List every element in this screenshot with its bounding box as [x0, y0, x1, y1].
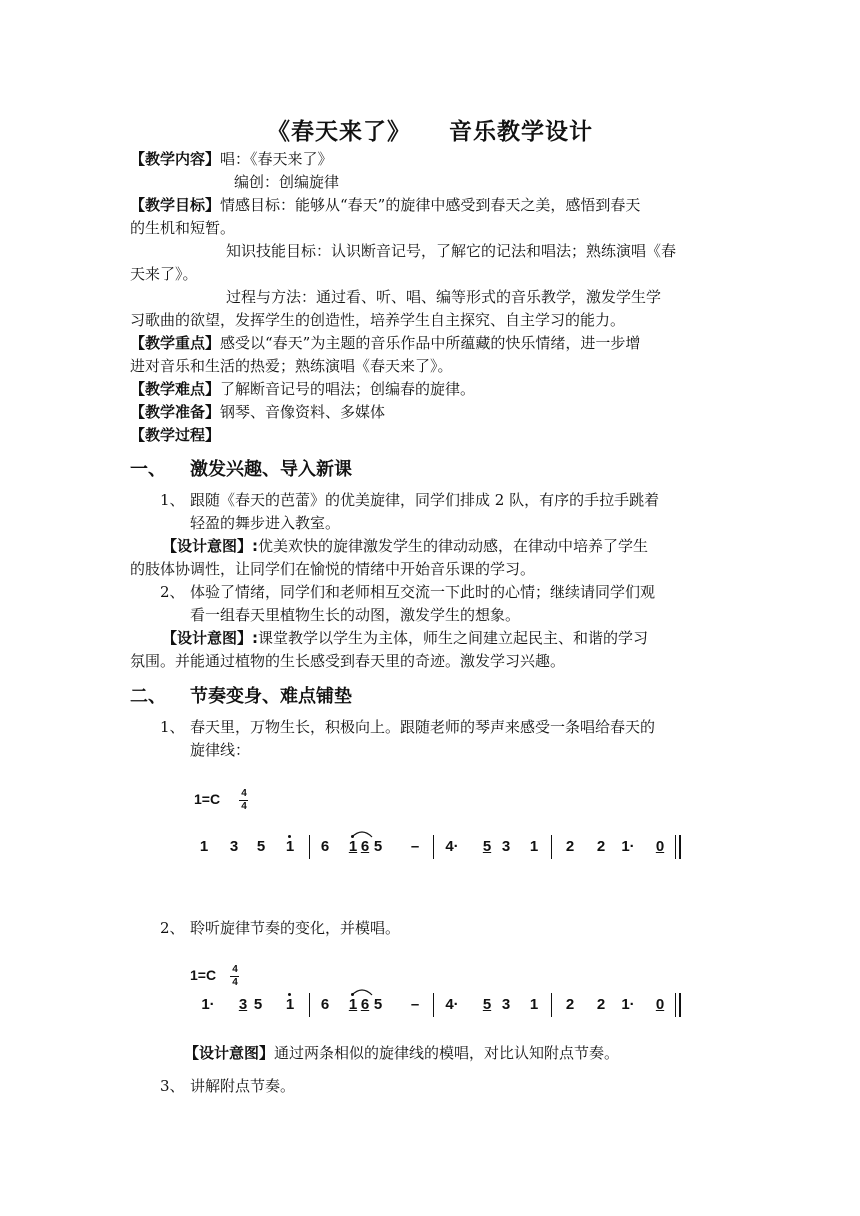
prep-row: 【教学准备】钢琴、音像资料、多媒体 — [130, 403, 386, 421]
note: 4· — [445, 996, 459, 1013]
note: 5 — [482, 838, 492, 855]
note: 6 — [360, 996, 370, 1013]
time-sig-bottom: 4 — [232, 977, 238, 988]
note: 1 — [285, 996, 295, 1013]
keypoint-text: 进对音乐和生活的热爱；熟练演唱《春天来了》。 — [130, 357, 453, 375]
bar-line-end — [679, 835, 681, 859]
note: 2 — [565, 996, 575, 1013]
score-key: 1=C — [190, 967, 217, 983]
note: 5 — [373, 996, 383, 1013]
note: – — [410, 996, 420, 1013]
design-intent-text: 的肢体协调性，让同学们在愉悦的情绪中开始音乐课的学习。 — [130, 560, 536, 578]
list-item: 1、 春天里，万物生长，积极向上。跟随老师的琴声来感受一条唱给春天的 — [160, 718, 656, 736]
note: 5 — [373, 838, 383, 855]
note: 2 — [565, 838, 575, 855]
section-heading: 二、 节奏变身、难点铺垫 — [130, 686, 352, 707]
design-intent-text: 氛围。并能通过植物的生长感受到春天里的奇迹。激发学习兴趣。 — [130, 652, 566, 670]
note: 2 — [596, 996, 606, 1013]
note: 1 — [348, 838, 358, 855]
design-intent: 【设计意图】:优美欢快的旋律激发学生的律动动感，在律动中培养了学生 — [162, 537, 649, 555]
list-item: 2、 聆听旋律节奏的变化，并模唱。 — [160, 919, 401, 937]
note: 5 — [482, 996, 492, 1013]
note: 5 — [256, 838, 266, 855]
list-item-text: 看一组春天里植物生长的动图，激发学生的想象。 — [190, 606, 521, 624]
difficulty-row: 【教学难点】了解断音记号的唱法；创编春的旋律。 — [130, 380, 476, 398]
section-heading: 一、 激发兴趣、导入新课 — [130, 459, 352, 480]
note: 1· — [621, 996, 635, 1013]
list-item-text: 旋律线： — [190, 741, 251, 759]
note: 4· — [445, 838, 459, 855]
note: 6 — [320, 838, 330, 855]
note: 3 — [501, 996, 511, 1013]
bar-line — [309, 993, 310, 1017]
note: 3 — [238, 996, 248, 1013]
bar-line — [433, 993, 434, 1017]
note: 1 — [285, 838, 295, 855]
list-item: 1、 跟随《春天的芭蕾》的优美旋律，同学们排成 2 队，有序的手拉手跳着 — [160, 491, 660, 509]
list-item-text: 轻盈的舞步进入教室。 — [190, 514, 341, 532]
keypoint-row: 【教学重点】感受以“春天”为主题的音乐作品中所蕴藏的快乐情绪，进一步增 — [130, 334, 641, 352]
score-key: 1=C — [194, 791, 221, 807]
goals-text: 的生机和短暂。 — [130, 219, 236, 237]
time-sig-top: 4 — [241, 788, 247, 799]
content-line2: 编创：创编旋律 — [234, 173, 340, 191]
high-dot — [288, 993, 291, 996]
list-item: 2、 体验了情绪，同学们和老师相互交流一下此时的心情；继续请同学们观 — [160, 583, 656, 601]
note: 1 — [529, 838, 539, 855]
note: 0 — [655, 996, 665, 1013]
bar-line — [675, 993, 676, 1017]
goals-row: 【教学目标】情感目标：能够从“春天”的旋律中感受到春天之美，感悟到春天 — [130, 196, 641, 214]
bar-line — [309, 835, 310, 859]
note: 1 — [199, 838, 209, 855]
time-sig-bottom: 4 — [241, 801, 247, 812]
note: 3 — [501, 838, 511, 855]
goals-text: 习歌曲的欲望，发挥学生的创造性，培养学生自主探究、自主学习的能力。 — [130, 311, 626, 329]
note: 5 — [253, 996, 263, 1013]
note: 1 — [529, 996, 539, 1013]
note: 3 — [229, 838, 239, 855]
list-item: 3、 讲解附点节奏。 — [160, 1077, 296, 1095]
time-sig-top: 4 — [232, 964, 238, 975]
design-intent: 【设计意图】通过两条相似的旋律线的模唱，对比认知附点节奏。 — [184, 1044, 620, 1062]
bar-line — [551, 993, 552, 1017]
design-intent: 【设计意图】:课堂教学以学生为主体，师生之间建立起民主、和谐的学习 — [162, 629, 649, 647]
bar-line — [433, 835, 434, 859]
process-label: 【教学过程】 — [130, 426, 221, 444]
note: – — [410, 838, 420, 855]
note: 0 — [655, 838, 665, 855]
goals-text: 过程与方法：通过看、听、唱、编等形式的音乐教学，激发学生学 — [226, 288, 662, 306]
content-row: 【教学内容】唱：《春天来了》 — [130, 150, 333, 168]
note: 1· — [201, 996, 215, 1013]
tie-arc — [350, 986, 374, 996]
note: 1· — [621, 838, 635, 855]
tie-arc — [350, 828, 374, 838]
goals-text: 知识技能目标：认识断音记号，了解它的记法和唱法；熟练演唱《春 — [226, 242, 677, 260]
note: 6 — [320, 996, 330, 1013]
note: 1 — [348, 996, 358, 1013]
bar-line-end — [679, 993, 681, 1017]
high-dot — [288, 835, 291, 838]
bar-line — [675, 835, 676, 859]
goals-text: 天来了》。 — [130, 265, 198, 283]
bar-line — [551, 835, 552, 859]
note: 6 — [360, 838, 370, 855]
page-title: 《春天来了》 音乐教学设计 — [267, 118, 593, 145]
note: 2 — [596, 838, 606, 855]
